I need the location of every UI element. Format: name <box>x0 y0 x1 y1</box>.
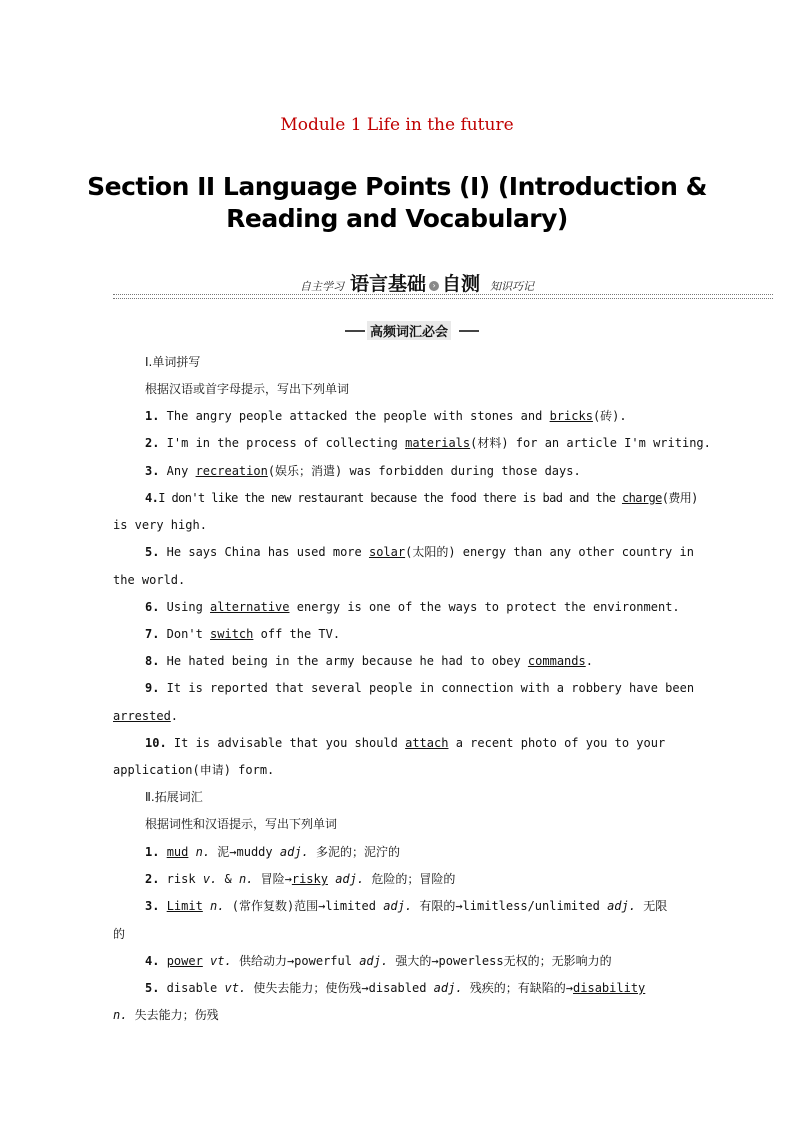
part2-heading: Ⅱ.拓展词汇 <box>145 790 203 804</box>
part2-instruction: 根据词性和汉语提示，写出下列单词 <box>145 817 338 831</box>
banner-main-right: 自测 <box>442 273 481 295</box>
list-item-continuation: the world. <box>113 573 186 587</box>
list-item-continuation: application(申请) form. <box>113 763 275 777</box>
list-item: 4.I don't like the new restaurant because the food there is bad and the charge(费用) <box>145 491 698 505</box>
list-item-continuation: n. 失去能力；伤残 <box>113 1008 219 1022</box>
answer: switch <box>210 627 254 641</box>
list-item: 2. I'm in the process of collecting materials(材料) for an article I'm writing. <box>145 436 711 450</box>
part1-heading: Ⅰ.单词拼写 <box>145 355 201 369</box>
subheading-rule-right <box>459 330 479 332</box>
part1-instruction: 根据汉语或首字母提示，写出下列单词 <box>145 382 350 396</box>
dotted-divider <box>113 294 773 299</box>
answer: risky <box>291 872 328 886</box>
answer: solar <box>368 545 406 559</box>
list-item: 2. risk v. & n. 冒险→risky adj. 危险的；冒险的 <box>145 872 456 886</box>
subheading-box <box>345 322 479 338</box>
list-item: 7. Don't switch off the TV. <box>145 627 341 641</box>
answer: disability <box>573 981 646 995</box>
list-item: 9. It is reported that several people in connection with a robbery have been <box>145 681 695 695</box>
list-item: 8. He hated being in the army because he had to obey commands. <box>145 654 593 668</box>
banner-left-label: 自主学习 <box>300 280 344 293</box>
list-item-continuation: 的 <box>113 927 126 941</box>
answer: alternative <box>210 600 290 614</box>
banner-right-label: 知识巧记 <box>490 280 535 293</box>
list-item-continuation: is very high. <box>113 518 207 532</box>
list-item: 1. The angry people attacked the people with stones and bricks(砖). <box>145 409 627 423</box>
answer: commands <box>527 654 586 668</box>
list-item: 3. Any recreation(娱乐；消遣) was forbidden during those days. <box>145 464 581 478</box>
list-item: 6. Using alternative energy is one of the ways to protect the environment. <box>145 600 680 614</box>
subheading-rule-left <box>345 330 365 332</box>
subheading-text: 高频词汇必会 <box>367 321 451 340</box>
answer: mud <box>166 845 189 859</box>
answer: charge <box>621 491 662 505</box>
section-title-line1: Section II Language Points (Ⅰ) (Introduction & <box>87 172 707 201</box>
list-item: 5. He says China has used more solar(太阳的) energy than any other country in <box>145 545 694 559</box>
answer: Limit <box>166 899 203 913</box>
module-title: Module 1 Life in the future <box>280 115 514 135</box>
list-item: 10. It is advisable that you should attach a recent photo of you to your <box>145 736 666 750</box>
banner-main-left: 语言基础 <box>350 273 427 295</box>
list-item: 5. disable vt. 使失去能力；使伤残→disabled adj. 残疾的；有缺陷的→disability <box>145 981 646 995</box>
answer: power <box>166 954 203 968</box>
answer: attach <box>405 736 449 750</box>
list-item-continuation: arrested. <box>113 709 179 723</box>
chevron-right-icon: › <box>429 281 439 291</box>
answer: materials <box>405 436 471 450</box>
answer: arrested <box>113 709 171 723</box>
answer: recreation <box>195 464 268 478</box>
list-item: 1. mud n. 泥→muddy adj. 多泥的；泥泞的 <box>145 845 401 859</box>
list-item: 3. Limit n. (常作复数)范围→limited adj. 有限的→limitless/unlimited adj. 无限 <box>145 899 668 913</box>
answer: bricks <box>549 409 593 423</box>
list-item: 4. power vt. 供给动力→powerful adj. 强大的→powerless无权的；无影响力的 <box>145 954 612 968</box>
section-title-line2: Reading and Vocabulary) <box>226 204 568 233</box>
